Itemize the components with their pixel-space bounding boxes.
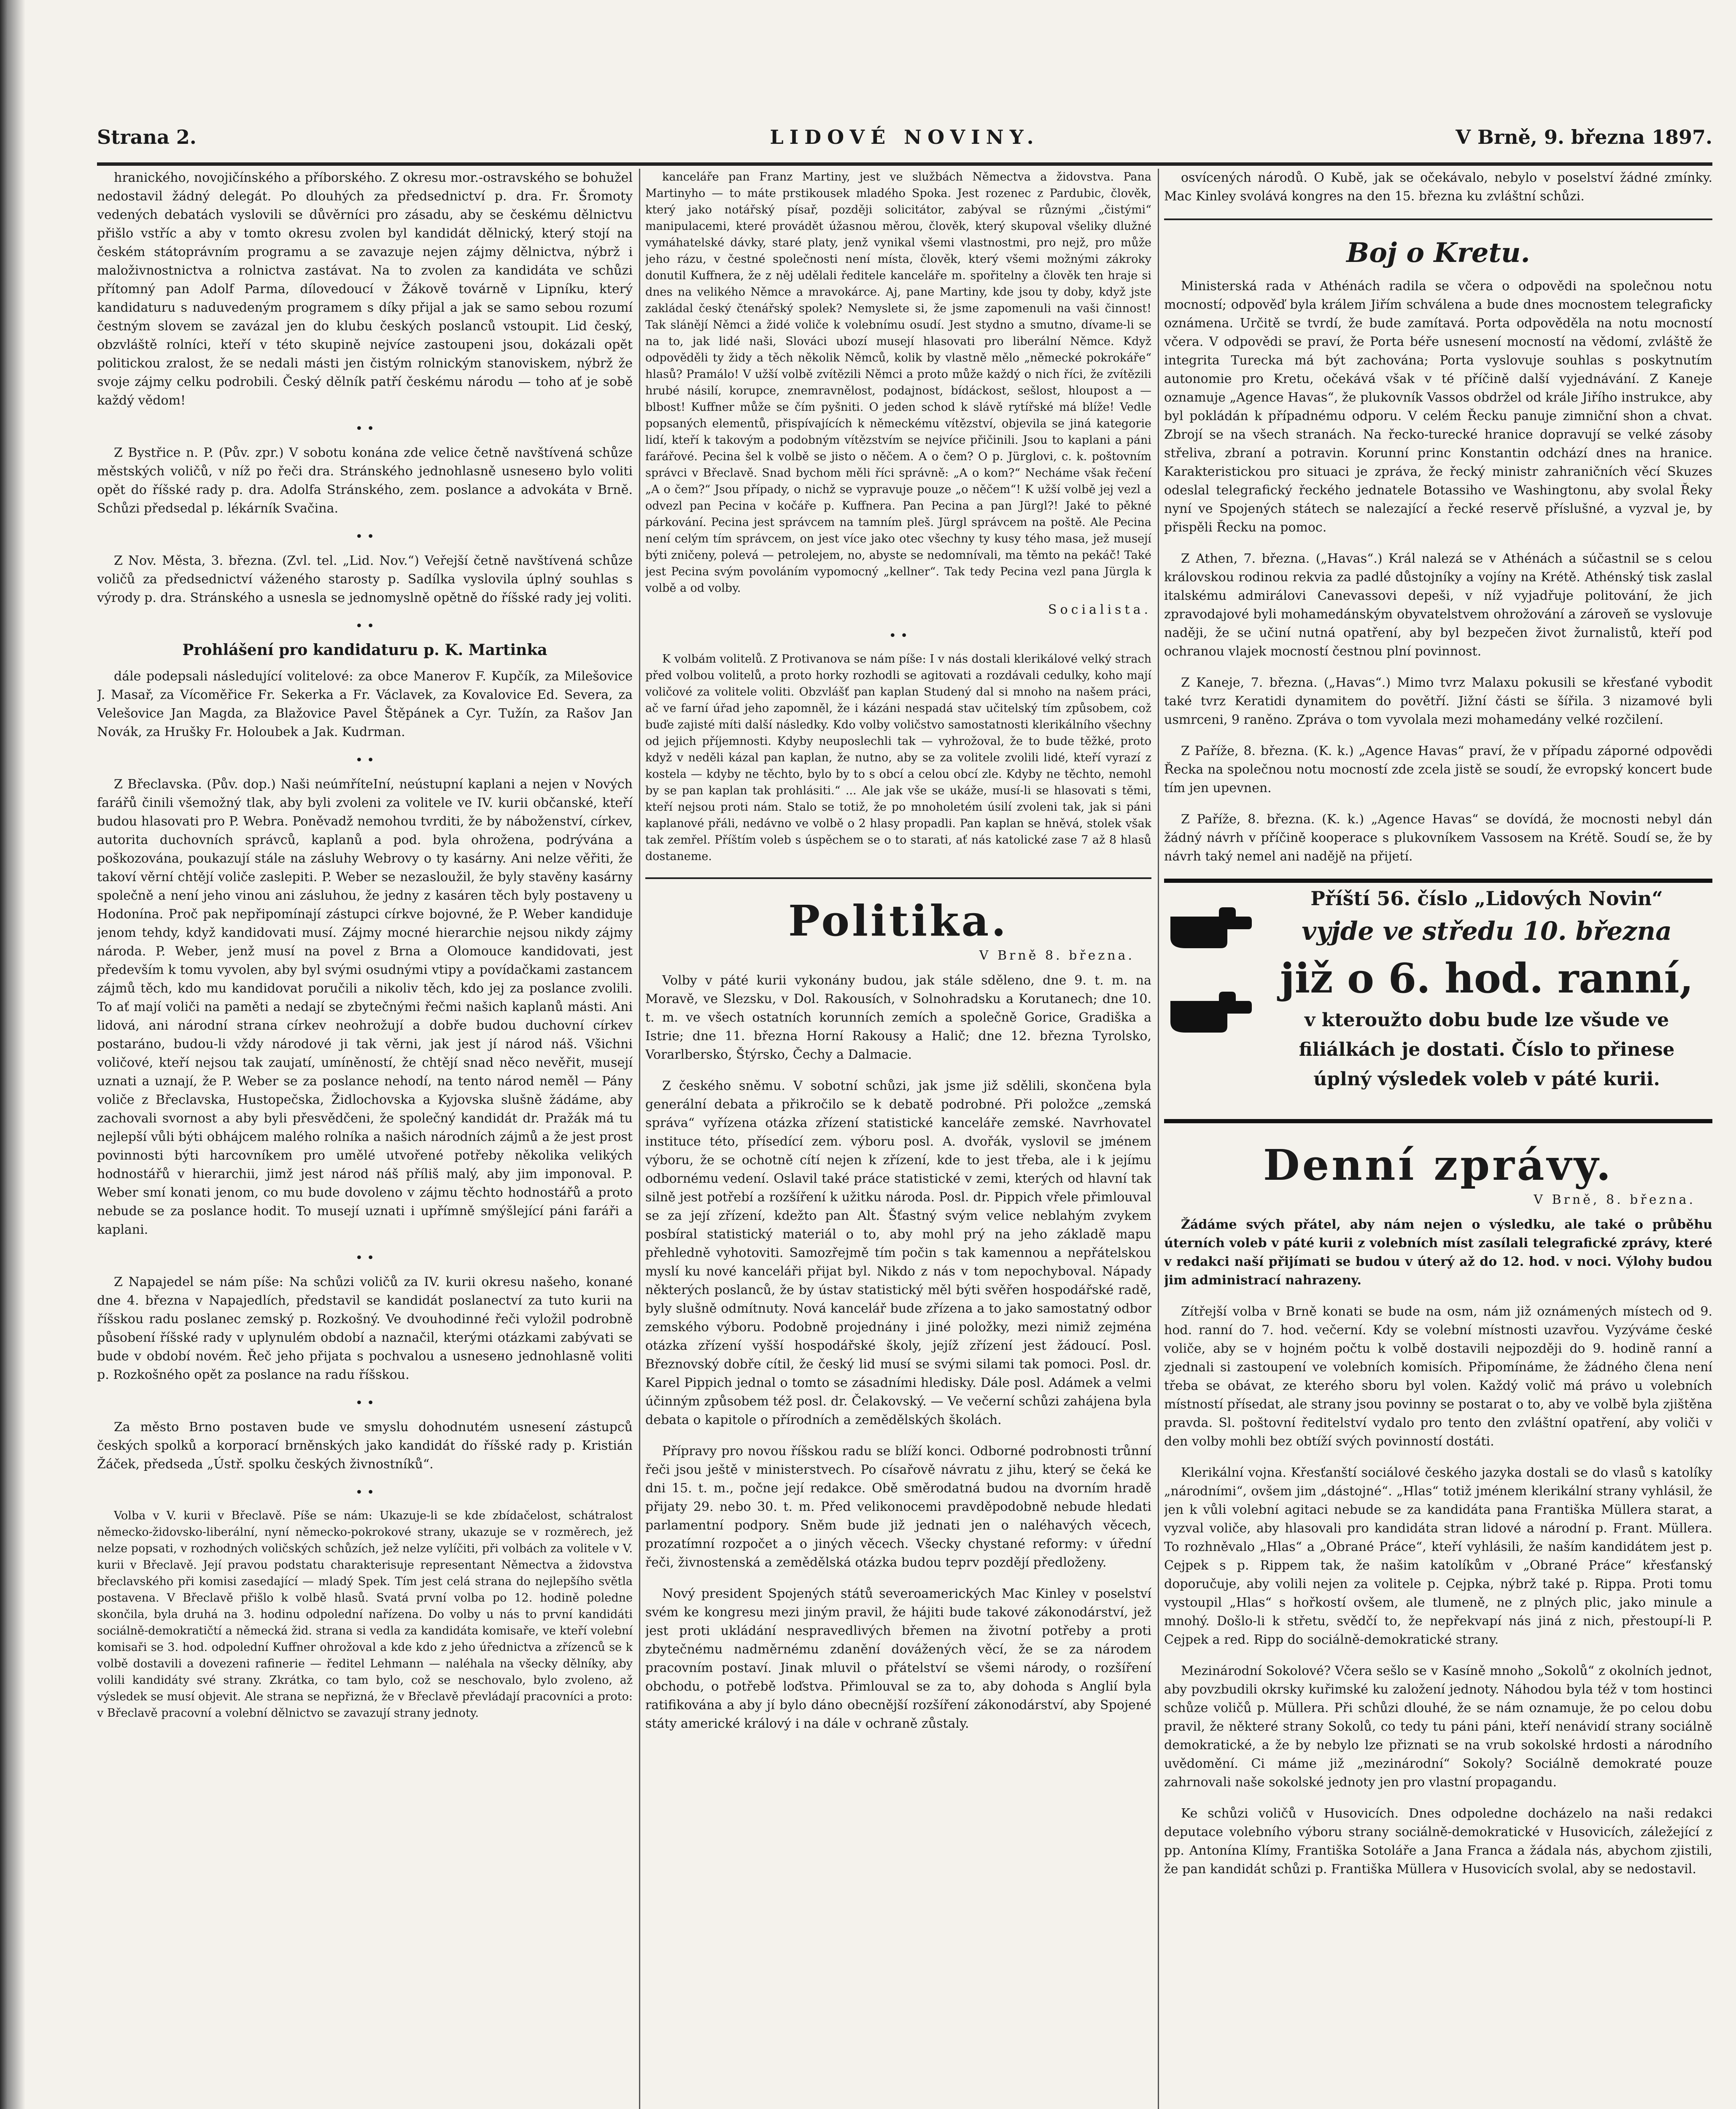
announcement-line: již o 6. hod. ranní, — [1280, 955, 1694, 1002]
article-text: Z Nov. Města, 3. března. (Zvl. tel. „Lid. Nov.“) Veřejší četně navštívená schůze voličů za předsednictví váženého starosty p. Sadílka vyslovila úplný souhlas s výrody p. dra. Stránského a usnesla se jednomyslně opětně do říšské rady jej voliti. — [97, 553, 633, 605]
section-rule — [1164, 218, 1712, 220]
column-rule — [639, 169, 640, 2109]
separator: • • — [355, 1485, 375, 1500]
article-text: Z Břeclavska. (Pův. dop.) Naši neúmříteIní, neústupní kaplani a nejen v Nových farářů činili všemožný tlak, aby byli zvoleni za volitele ve IV. kurii občanské, kteří budou hlasovati pro P. Webra. Poněvadž nemohou tvrditi, že by náboženství, církev, autorita duchovních správců, kaplanů a pod. byla ohrožena, podrývána a poškozována, poukazují stále na zásluhy Webrovy o ty kasárny. Ani nelze věřiti, že takoví věrní chtějí voliče zaslepiti. P. Weber se nezasloužil, že byly stavěny kasárny společně a není jeho vinou ani zásluhou, že jedny z kasáren těch byly postaveny u Hodonína. Proč pak nepřipomínají zástupci církve bojovné, že P. Weber kandiduje jenom tehdy, když kandidovati musí. Zájmy mocné hierarchie nejsou nikdy zájmy národa. P. Weber, jenž musí na povel z Brna a Olomouce kandidovati, jest především k tomu vyvolen, aby byl svými osudnými vtipy a povídačkami zastancem zájmů těch, kdo mu kandidovat poručili a nikoliv těch, kdo jej za poslance zvolili. To ať mají voliči na paměti a nedají se zbytečnými řečmi našich kaplanů másti. Ani lidová, ani národní strana církev neohrožují a dobře budou duchovní církev postaráno, budou-li vždy národové ji tak věrni, jak jest jí národ náš. Všichni voličové, kteří nejsou tak zaujatí, umíněností, že chtějí snad něco nevěřit, musejí uznati a uznají, že P. Weber se za poslance nehodí, na tento národ neměl — Pány voliče z Břeclavska, Hustopečska, Židlochovska a Kyjovska slušně žádáme, aby zachovali svornost a aby byli přesvědčeni, že společný kandidát dr. Pražák má tu nejlepší vůli býti obhájcem malého rolníka a našich národních zájmů a že jest prost povinnosti býti harcovníkem pro umělé utvořené potřeby několika velikých hodnostářů v hierarchii, jimž jest národ náš příliš malý, aby jim imponoval. P. Weber smí konati jenom, co mu bude dovoleno v zájmu těchto hodnostářů a proto nebude se za poslance hodit. To musejí uznati i upřímně smýšlející páni faráři a kaplani. — [97, 777, 633, 1237]
separator: • • — [355, 1251, 375, 1265]
newspaper-title: LIDOVÉ NOVINY. — [770, 126, 1040, 148]
article-heading: Prohlášení pro kandidaturu p. K. Martinka — [182, 641, 547, 659]
article-title: Boj o Kretu. — [1346, 237, 1530, 269]
article-text: Z Paříže, 8. března. (K. k.) „Agence Havas“ se dovídá, že mocnosti nebyl dán žádný návrh v příčině kooperace s plukovníkem Vassosem na Krétě. Soudí se, že by návrh taký nemel ani nadějě na přijetí. — [1164, 812, 1712, 864]
article-text: Přípravy pro novou říšskou radu se blíží konci. Odborné podrobnosti trůnní řeči jsou ještě v ministerstvech. Po císařově návratu z jihu, který se čeká ke dni 15. t. m., počne její redakce. Obě směrodatná budou na dvorním hradě přijaty 29. nebo 30. t. m. Před velikonocemi pravděpodobně nebude hledati parlamentní podpory. Sněm bude již jednati jen o naléhavých věcech, prozatímní rozpočet a o jiných věcech. Všecky chystané reformy: v úřední řeči, živnostenská a zemědělská otázka budou teprv pozdějí předloženy. — [645, 1444, 1151, 1570]
article-text: Nový president Spojených států severoamerických Mac Kinley v poselství svém ke kongresu mezi jiným pravil, že hájiti bude takové zákonodárství, jež jest proti ukládání nespravedlivých břemen na životní potřeby a proti zbytečnému nadměrnému zdanění dovážených věcí, že se za národem pracovním postaví. Jinak mluvil o přátelství se všemi národy, o rozšíření obchodu, o potřebě loďstva. Přimlouval se za to, aby dohoda s Anglií byla ratifikována a aby jí bylo dáno obecnější rozšíření zákonodárství, aby Spojené státy americké králový i na dále v ochraně zůstaly. — [645, 1586, 1151, 1731]
article-text: Klerikální vojna. Křesťanští sociálové českého jazyka dostali se do vlasů s katolíky „národními“, ovšem jim „dástojné“. „Hlas“ totiž jménem klerikální strany vyhlásil, že jen k vůli volební agitaci nebude se za kandidáta pana Františka Müllera starat, a vyzval voliče, aby hlasovali pro kandidáta stran lidové a národní p. Frant. Müllera. To rozhněvalo „Hlas“ a „Obrané Práce“, kteří vyhlásili, že naším kandidátem jest p. Cejpek s p. Rippem tak, že našim katolíkům v „Obrané Práce“ křesťanský doporučuje, aby volili nejen za volitele p. Cejpka, nýbrž také p. Rippa. Proti tomu vystoupil „Hlas“ s hořkostí ovšem, ale tlumeně, ne z plných plic, jako minule a mnohý. Došlo-li k střetu, svědčí to, že nepřekvapí nás jiná z nich, přestoupí-li P. Cejpek a red. Ripp do sociálně-demokratické strany. — [1164, 1465, 1712, 1647]
signature: Socialista. — [1048, 602, 1151, 617]
article-text: Za město Brno postaven bude ve smyslu dohodnutém usnesení zástupců českých spolků a korporací brněnských jako kandidát do říšské rady p. Kristián Žáček, předseda „Ústř. spolku českých živnostníků“. — [97, 1420, 633, 1472]
article-text: Z českého sněmu. V sobotní schůzi, jak jsme již sdělili, skončena byla generální debata a přikročilo se k debatě podrobné. Při položce „zemská správa“ vyřízena otázka zřízení statistické kanceláře zemské. Navrhovatel instituce této, přísedící zem. výboru posl. A. dvořák, vyslovil se jménem výboru, že se ochotně cítí nejen k zřízení, kde to jest třeba, ale i k jejímu odbornému vedení. Oslavil také práce statistické v zemi, kterých od hlavní tak silně jest potřebí a rozšíření k užitku národa. Posl. dr. Pippich vřele přimlouval se za její zřízení, kdežto pan Alt. Šťastný svým velice neblahým zvykem posbíral statistický materiál o to, aby mohl prý na jeho základě mapu přehledně vyhotoviti. Samozřejmě tím počin s tak kamennou a nepřátelskou myslí ku nové kanceláři přijat byl. Nikdo z nás v tom nepochyboval. Nápady některých poslanců, že by ústav statistický měl býti svěřen hospodářské radě, byly slušně odmítnuty. Nová kancelář bude zřízena a to jako samostatný odbor zemského výboru. Podobně projednány i jiné položky, mezi nimiž zejména otázka zřízení vyšší hospodářské školy, jejíž zřízení jest žádoucí. Posl. Březnovský dobře cítil, že český lid musí se svými silami tak pomoci. Posl. dr. Karel Pippich jednal o tomto se zásadními hledisky. Dále posl. Adámek a velmi účinným způsobem též posl. dr. Čelakovský. — Ve večerní schůzi zahájena byla debata o kapitole o přírodních a zemědělských školách. — [645, 1079, 1151, 1427]
separator: • • — [355, 619, 375, 634]
separator: • • — [355, 421, 375, 436]
header-rule — [97, 162, 1712, 166]
column-2 — [645, 169, 1151, 2109]
article-text: K volbám volitelů. Z Protivanova se nám píše: I v nás dostali klerikálové velký strach před volbou volitelů, a proto horky rozhodli se agitovati a rozdávali cedulky, koho mají voličové za volitele voliti. Obzvlášť pan kaplan Studený dal si mnoho na našem práci, ač ve farní úřad jeho zapomněl, že i kázáni nespadá stav učitelský tím způsobem, což buďe zajisté míti další následky. Kdo volby voličstvo samostatnosti klerikálního všechny od jejich příjemnosti. Kdyby neuposlechli tak — vyhrožoval, že to bude těžké, proto když v neděli kázal pan kaplan, že nutno, aby se za volitele zvolili lidé, kteří vyrazí z kostela — kdyby ne těchto, bylo by to s obcí a celou obcí zle. Kdyby ne těchto, nemohl by se pan kaplan tak prohlásiti.“ ... Ale jak vše se ukáže, musí-li se hlasovati s těmi, kteří nejsou proti nám. Stalo se totiž, že po mnoholetém úsilí zvoleni tak, jak si páni kaplanové přáli, nedávno ve volbě o 2 hlasy propadli. Pan kaplan se hněvá, stolek však tak zemřel. Příštím voleb s úspěchem se o to starati, ať nás katolické zase 7 až 8 hlasů dostaneme. — [645, 653, 1151, 863]
column-1 — [97, 169, 633, 2109]
announcement-line: v kteroužto dobu bude lze všude ve — [1304, 1009, 1669, 1031]
article-text: Z Bystřice n. P. (Pův. zpr.) V sobotu konána zde velice četně navštívená schůze městských voličů, v níž po řeči dra. Stránského jednohlasně usnesено bylo voliti opět do říšské rady p. dra. Adolfa Stránského, zem. poslance a advokáta v Brně. Schůzi předsedal p. lékárník Svačina. — [97, 445, 633, 516]
article-text: Zítřejší volba v Brně konati se bude na osm, nám již oznámených místech od 9. hod. ranní do 7. hod. večerní. Kdy se volební místnosti uzavřou. Vyzýváme české voliče, aby se v hojném počtu k volbě dostavili nejpozději do 9. hodině ranní a zjednali si zastoupení ve volebních komisích. Připomínáme, že žádného člena není třeba se obávat, ze kterého sboru byl volen. Každý volič má právo u volebních místností přísedat, ale strany jsou povinny se postarat o to, aby ve volbě byla zjištěna pravda. Sl. poštovní ředitelství vydalo pro tento den zvláštní opatření, aby voliči v den volby mohli bez obtíží svých povinností dostáti. — [1164, 1304, 1712, 1449]
column-3 — [1164, 169, 1712, 2109]
article-text: hranického, novojičínského a příborského. Z okresu mor.-ostravského se bohužel nedostavil žádný delegát. Po dlouhých za předsednictví p. dra. Fr. Šromoty vedených debatách vyslovili se důvěrníci pro zásadu, aby se českému dělnictvu přišlo vstříc a aby v tomto okresu zvolen byl kandidát dělnický, který stojí na českém státoprávním programu a se zavazuje nejen zájmy dělnictva, nýbrž i maloživnostnictva a rolnictva zastávat. Na to zvolen za kandidáta ve schůzi přítomný pan Adolf Parma, dílovedoucí v Žákově továrně v Lipníku, který kandidaturu s naduvedeným programem s díky přijal a jak se samo sebou rozumí čestným slovem se zavázal jen do klubu českých poslanců vstoupit. Lid český, obzvláště rolníci, kteří v této skupině nejvíce zastoupeni jsou, dokázali opět politickou zralost, že se nedali másti jen čistým rolnickým stanoviskem, nýbrž že svoje zájmy celku podrobili. Český dělník patří českému národu — toho ať je sobě každý vědom! — [97, 170, 633, 408]
separator: • • — [355, 753, 375, 768]
section-rule — [645, 877, 1151, 879]
announcement-box — [1164, 879, 1712, 1123]
separator: • • — [355, 529, 375, 544]
article-text: Mezinárodní Sokolové? Včera sešlo se v Kasíně mnoho „Sokolů“ z okolních jednot, aby povzbudili okrsky kuřimské ku založení jednoty. Náhodou byla též v tom hostinci schůze voličů p. Müllera. Při schůzi dlouhé, že se nám oznamuje, že po celou dobu pravil, že některé strany Sokolů, co tedy tu páni páni, kteří nenávidí strany sociálně demokratické, a že by nebylo lze přiznati se na vrub sokolské hrdosti a národního uvědomění. Ci máme již „mezinárodní“ Sokoly? Sociálně demokraté pouze zahrnovali naše sokolské jednoty jen pro vlastní propagandu. — [1164, 1664, 1712, 1790]
article-text: Z Athen, 7. března. („Havas“.) Král nalezá se v Athénách a súčastnil se s celou královskou rodinou rekvia za padlé důstojníky a vojíny na Krétě. Athénský tisk zaslal italskému admirálovi Canevassovi depeši, v níž vyjadřuje politování, že jich zpravodajové byli mohamedánským obyvatelstvem ohrožování a zároveň se vyslovuje naději, že se učiní nutná opatření, aby byl bezpečen život žurnalistů, kteří pod ochranou vlajek mocností čestnou plní povinnost. — [1164, 551, 1712, 659]
page-header — [97, 126, 1712, 159]
pointing-hand-icon — [1168, 900, 1253, 955]
page-label: Strana 2. — [97, 126, 197, 148]
scan-edge — [0, 0, 25, 2109]
article-text: Žádáme svých přátel, aby nám nejen o výsledku, ale také o průběhu úterních voleb v páté kurii z volebních míst zasílali telegrafické zprávy, které v redakci naší přijímati se budou v úterý až do 12. hod. v noci. Výlohy budou jim administrací nahrazeny. — [1164, 1217, 1712, 1288]
article-text: dále podepsali následující volitelové: za obce Manerov F. Kupčík, za Milešovice J. Masař, za Vícoměřice Fr. Sekerka a Fr. Václavek, za Kovalovice Ed. Severa, za Velešovice Jan Magda, za Blažovice Pavel Štěpánek a Cyr. Tužín, za Rašov Jan Novák, za Hrušky Fr. Holoubek a Jak. Kudrman. — [97, 669, 633, 739]
article-text: Volba v V. kurii v Břeclavě. Píše se nám: Ukazuje-li se kde zbídačelost, schátralost německo-židovsko-liberální, nyní německo-pokrokové strany, ukazuje se v rozměrech, jež nelze popsati, v rozhodných voličských schůzích, jež nelze vylíčiti, při volbách za volitele v V. kurii v Břeclavě. Její pravou podstatu charakterisuje representant Němectva a židovstva břeclavského při komisi zasedající — mladý Spek. Tím jest celá strana do nejlepšího světla postavena. V Břeclavě přišlo k volbě hlasů. Svatá první volba po 12. hodině poledne skončila, byla druhá na 3. hodinu odpolední nařízena. Do volby u nás to první kandidáti sociálně-demokratičtí a německá žid. strana si vedla za kandidáta komisaře, ve kteří volební komisaři se 3. hod. odpolední Kuffner ohrožoval a kde kdo z jeho úřednictva a zřízenců se k volbě dostavili a dovezeni rafinerie — ředitel Lehmann — naléhala na všecky dělníky, aby volili kandidáty své strany. Zkrátka, co tam bylo, což se neschovalo, bylo zvoleno, až výsledek se musí objevit. Ale strana se nepřizná, že v Břeclavě převládají pracovníci a proto: v Břeclavě pracovní a volební dělnictvo se zavazují strany jednoty. — [97, 1509, 633, 1720]
pointing-hand-icon — [1168, 984, 1253, 1039]
separator: • • — [889, 628, 908, 643]
separator: • • — [355, 1396, 375, 1410]
article-text: osvícených národů. O Kubě, jak se očekávalo, nebylo v poselství žádné zmínky. Mac Kinley svolává kongres na den 15. března ku zvláštní schůzi. — [1164, 170, 1712, 204]
article-text: Ke schůzi voličů v Husovicích. Dnes odpoledne docházelo na naši redakci deputace volebního výboru strany sociálně-demokratické v Husovicích, záležející z pp. Antonína Klímy, Františka Sotoláře a Jana Franca a žádala nás, abychom zjistili, že pan kandidát schůzi p. Františka Müllera v Husovicích svolal, aby se nedostavil. — [1164, 1806, 1712, 1877]
section-dateline: V Brně 8. března. — [979, 948, 1135, 963]
article-text: Z Napajedel se nám píše: Na schůzi voličů za IV. kurii okresu našeho, konané dne 4. března v Napajedlích, představil se kandidát poslanectví za tuto kurii na říšskou radu poslanec zemský p. Rozkošný. Ve dvouhodinné řeči vyložil podrobně působení říšské rady v uplynulém období a naznačil, kterými otázkami zabývati se bude v období novém. Řeč jeho přijata s pochvalou a usnesено jednohlasně voliti p. Rozkošného opět za poslance na radu říšskou. — [97, 1275, 633, 1382]
header-dateline: V Brně, 9. března 1897. — [1456, 126, 1712, 148]
announcement-line: filiálkách je dostati. Číslo to přinese — [1299, 1039, 1675, 1060]
article-text: Ministerská rada v Athénách radila se včera o odpovědi na společnou notu mocností; odpověď byla králem Jiřím schválena a bude dnes mocnostem telegraficky oznámena. Určitě se tvrdí, že bude zamítavá. Porta odpověděla na notu mocností včera. V odpovědi se praví, že Porta béře usnesení mocností na vědomí, zvláště že integrita Turecka má být zachována; Porta vyslovuje souhlas s poskytnutím autonomie pro Kretu, očekává však v té příčině další vyjednávání. Z Kaneje oznamuje „Agence Havas“, že plukovník Vassos obdržel od krále Jiřího instrukce, aby byl pokládán k případnému odporu. V celém Řecku panuje zimniční shon a chvat. Zbrojí se na všech stranách. Na řecko-turecké hranice dopravují se velké zásoby střeliva, zbraní a potravin. Korunní princ Konstantin odchází dnes na hranice. Karakteristickou pro situaci je zpráva, že řecký ministr zahraničních věcí Skuzes odeslal telegrafický řeckého jednatele Botassiho ve Washingtonu, aby svolal Řeky nyní ve Spojených státech se nalezající a řecké reservě příslušné, a vyzval je, by přispěli Řecku na pomoc. — [1164, 279, 1712, 535]
article-text: Z Paříže, 8. března. (K. k.) „Agence Havas“ praví, že v případu záporné odpovědi Řecka na společnou notu mocností zde zcela jistě se soudí, že evropský koncert bude tím jen upevnen. — [1164, 744, 1712, 796]
section-heading: Politika. — [788, 896, 1009, 946]
section-heading: Denní zprávy. — [1263, 1140, 1614, 1190]
column-rule — [1158, 169, 1159, 2109]
section-dateline: V Brně, 8. března. — [1534, 1192, 1696, 1207]
announcement-line: vyjde ve středu 10. března — [1302, 917, 1672, 946]
announcement-line: Příští 56. číslo „Lidových Novin“ — [1310, 887, 1663, 910]
announcement-line: úplný výsledek voleb v páté kurii. — [1313, 1068, 1660, 1090]
article-text: kanceláře pan Franz Martiny, jest ve službách Němectva a židovstva. Pana Martinyho — to máte prstikousek mladého Spoka. Jest rozenec z Pardubic, člověk, který jako notářský písař, později solicitátor, zabýval se různými „čistými“ manipulacemi, které provádět úžasnou měrou, člověk, který skupoval všeliky dlužné vymáhatelské dávky, staré platy, jenž vynikal všemi vlastnostmi, pro nejž, pro může jeho rázu, v čestné společnosti není místa, člověk, který všemi možnými zákroky donutil Kuffnera, že z něj udělali ředitele kanceláře m. spořitelny a člověk ten hraje si dnes na velikého Němce a mravokárce. Aj, pane Martiny, kde jsou ty doby, když jste zakládal český čtenářský spolek? Nemyslete si, že jsme zapomenuli na vaši činnost! Tak slánějí Němci a židé voliče k volebnímu osudí. Jest stydno a smutno, dívame-li se na to, jak lidé naši, Slováci ubozí musejí hlasovati pro liberální Němce. Když odpověděli ty židy a těch několik Němců, kolik by vlastně mělo „německé pokrokáře“ hlasů? Pramálo! V užší volbě zvítězili Němci a proto může každý o nich říci, že zvítězili hrubé násilí, korupce, znemravnělost, podajnost, bídáckost, sešlost, hloupost a — blbost! Kuffner může se čím pyšniti. O jeden schod k slávě rytířské má blíže! Vedle popsaných elementů, přispívajících k německému vítězství, objevila se jiná kategorie lidí, kteří k takovým a podobným vítězstvím se nejvíce přičinili. Jsou to kaplani a páni farářové. Pecina šel k volbě se jisto o něčem. A o čem? O p. Jürglovi, c. k. poštovním správci v Břeclavě. Snad bychom měli říci správně: „A o kom?“ Necháme však řečení „A o čem?“ Jsou případy, o nichž se vypravuje pouze „o něčem“! K užší volbě jej vezl a odvezl pan Pecina v kočáře p. Kuffnera. Pan Pecina a pan Jürgl?! Jaké to pěkné párkování. Pecina jest správcem na tamním pleš. Jürgl správcem na poště. Ale Pecina není celým tím správcem, on jest více jako otec všechny ty kusy tého masa, jež musejí býti zničeny, polevá — petrolejem, no, abyste se nedomnívali, ma těmto na pekáč! Také jest Pecina svým povoláním vypomocný „kellner“. Tak tedy Pecina vezl pana Jürgla k volbě a od volby. — [645, 170, 1151, 595]
article-text: Volby v páté kurii vykonány budou, jak stále sděleno, dne 9. t. m. na Moravě, ve Slezsku, v Dol. Rakousích, v Solnohradsku a Korutanech; dne 10. t. m. ve všech ostatních korunních zemích a společně Gorice, Gradiška a Istrie; dne 11. března Horní Rakousy a Halič; dne 12. března Tyrolsko, Vorarlbersko, Štýrsko, Čechy a Dalmacie. — [645, 973, 1151, 1062]
article-text: Z Kaneje, 7. března. („Havas“.) Mimo tvrz Malaxu pokusili se křesťané vybodit také tvrz Keratidi dynamitem do povětří. Jižní části se šířila. 3 nizamové byli usmrceni, 9 raněno. Zpráva o tom vyvolala mezi mohamedány velké rozčilení. — [1164, 675, 1712, 727]
